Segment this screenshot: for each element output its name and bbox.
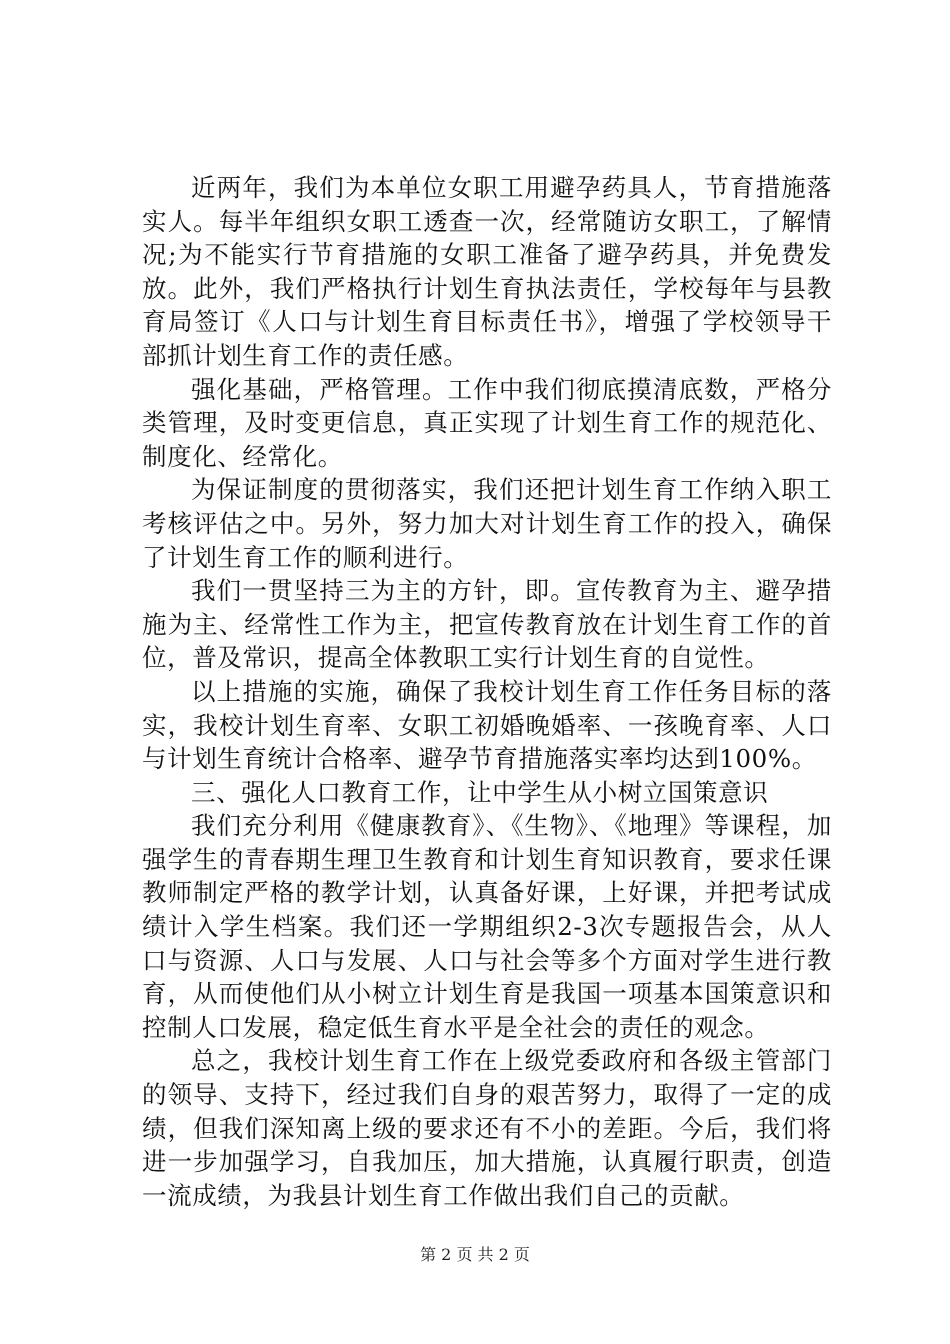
- document-body: [142, 171, 832, 1212]
- paragraph-6: 我们充分利用《健康教育》、《生物》、《地理》等课程，加强学生的青春期生理卫生教育和计划生育知识教育，要求任课教师制定严格的教学计划，认真备好课，上好课，并把考试成绩计入学生档案。我们还一学期组织2-3次专题报告会，从人口与资源、人口与发展、人口与社会等多个方面对学生进行教育，从而使他们从小树立计划生育是我国一项基本国策意识和控制人口发展，稳定低生育水平是全社会的责任的观念。: [142, 811, 832, 1042]
- page-number-label: 第 2 页 共 2 页: [420, 1245, 530, 1264]
- paragraph-7: 总之，我校计划生育工作在上级党委政府和各级主管部门的领导、支持下，经过我们自身的艰苦努力，取得了一定的成绩，但我们深知离上级的要求还有不小的差距。今后，我们将进一步加强学习，自我加压，加大措施，认真履行职责，创造一流成绩，为我县计划生育工作做出我们自己的贡献。: [142, 1046, 832, 1210]
- section-heading: 三、强化人口教育工作，让中学生从小树立国策意识: [191, 777, 769, 807]
- page-footer: [0, 1245, 950, 1265]
- paragraph-5: 以上措施的实施，确保了我校计划生育工作任务目标的落实，我校计划生育率、女职工初婚晚婚率、一孩晚育率、人口与计划生育统计合格率、避孕节育措施落实率均达到100%。: [142, 676, 832, 774]
- paragraph-2: 强化基础，严格管理。工作中我们彻底摸清底数，严格分类管理，及时变更信息，真正实现了计划生育工作的规范化、制度化、经常化。: [142, 374, 832, 471]
- paragraph-3: 为保证制度的贯彻落实，我们还把计划生育工作纳入职工考核评估之中。另外，努力加大对计划生育工作的投入，确保了计划生育工作的顺利进行。: [142, 475, 832, 572]
- paragraph-1: 近两年，我们为本单位女职工用避孕药具人，节育措施落实人。每半年组织女职工透查一次，经常随访女职工，了解情况;为不能实行节育措施的女职工准备了避孕药具，并免费发放。此外，我们严格执行计划生育执法责任，学校每年与县教育局签订《人口与计划生育目标责任书》，增强了学校领导干部抓计划生育工作的责任感。: [142, 173, 832, 370]
- paragraph-4: 我们一贯坚持三为主的方针，即。宣传教育为主、避孕措施为主、经常性工作为主，把宣传教育放在计划生育工作的首位，普及常识，提高全体教职工实行计划生育的自觉性。: [142, 576, 832, 673]
